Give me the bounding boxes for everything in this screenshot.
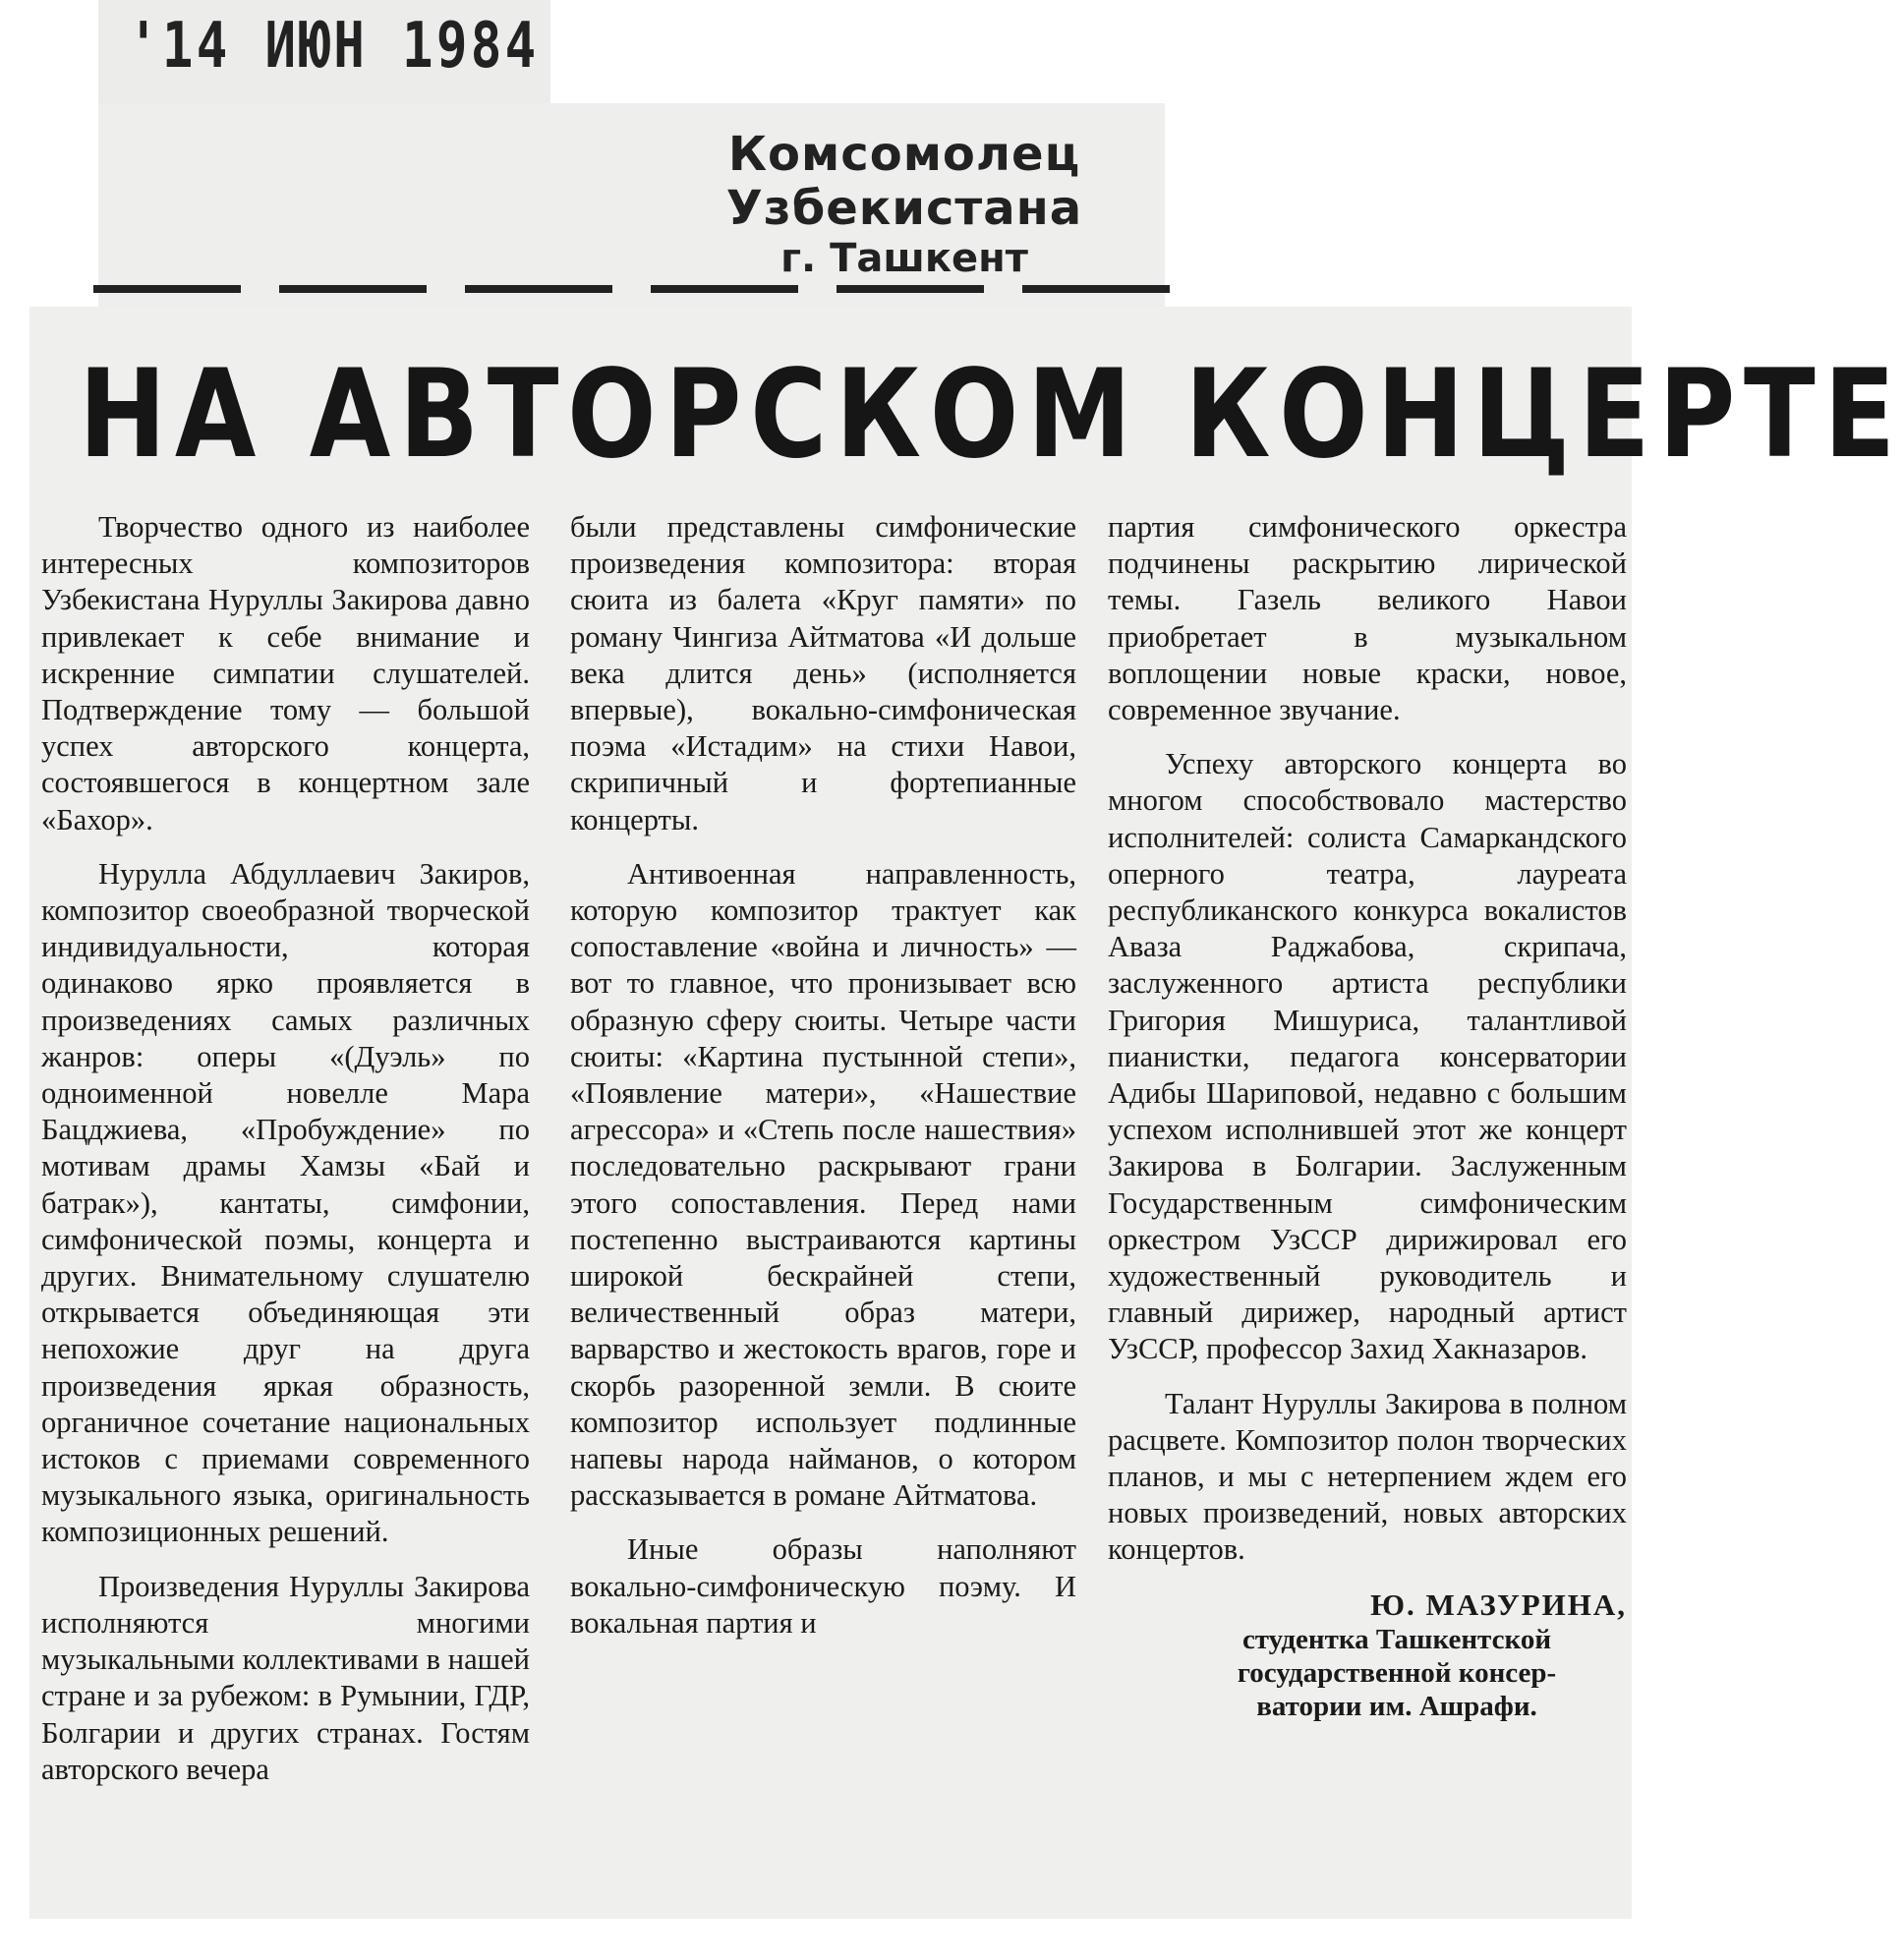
paragraph: Талант Нуруллы Закирова в полном расцвете. Композитор полон творческих планов, и мы с нетерпением ждем его новых произведений, новых авторских концертов. [1108,1386,1627,1567]
author-role-line: государственной консер- [1237,1656,1557,1689]
paragraph: были представлены симфонические произведения композитора: вторая сюита из балета «Круг памяти» по роману Чингиза Айтматова «И дольше века длится день» (исполняется впервые), вокально-симфоническая поэма «Истадим» на стихи Навои, скрипичный и фортепианные концерты. [570,510,1076,836]
article-column-1 [41,509,530,1806]
paragraph: Успеху авторского концерта во многом способствовало мастерство исполнителей: солиста Самаркандского оперного театра, лауреата республиканского конкурса вокалистов Аваза Раджабова, скрипача, заслуженного артиста республики Григория Мишуриса, талантливой пианистки, педагога консерватории Адибы Шариповой, недавно с большим успехом исполнившей этот же концерт Закирова в Болгарии. Заслуженным Государственным симфоническим оркестром УзССР дирижировал его художественный руководитель и главный дирижер, народный артист УзССР, профессор Захид Хакназаров. [1108,747,1627,1366]
article-headline: НА АВТОРСКОМ КОНЦЕРТЕ [79,344,1904,486]
article-column-3 [1108,509,1627,1723]
article-column-2 [570,509,1076,1659]
newspaper-city: г. Ташкент [780,236,1028,282]
rule-dash [1022,285,1170,293]
dashed-rule [93,285,1170,295]
author-role-line: ватории им. Ашрафи. [1256,1690,1537,1722]
rule-dash [837,285,984,293]
rule-dash [279,285,427,293]
paragraph: партия симфонического оркестра подчинены раскрытию лирической темы. Газель великого Навои приобретает в музыкальном воплощении новые краски, новое, современное звучание. [1108,510,1627,727]
paragraph: Нурулла Абдуллаевич Закиров, композитор своеобразной творческой индивидуальности, которая одинаково ярко проявляется в произведениях самых различных жанров: оперы «(Дуэль» по одноименной новелле Мара Бацджиева, «Пробуждение» по мотивам драмы Хамзы «Бай и батрак»), кантаты, симфонии, симфонической поэмы, концерта и других. Внимательному слушателю открывается объединяющая эти непохожие друг на друга произведения яркая образность, органичное сочетание национальных истоков с приемами современного музыкального языка, оригинальность композиционных решений. [41,856,530,1549]
paragraph: Творчество одного из наиболее интересных композиторов Узбекистана Нуруллы Закирова давно привлекает к себе внимание и искренние симпатии слушателей. Подтверждение тому — большой успех авторского концерта, состоявшегося в концертном зале «Бахор». [41,510,530,836]
newspaper-name: Комсомолец Узбекистана [725,127,1083,237]
paragraph: Иные образы наполняют вокально-симфоническую поэму. И вокальная партия и [570,1532,1076,1640]
rule-dash [651,285,798,293]
rule-dash [465,285,612,293]
rule-dash [93,285,241,293]
paragraph: Антивоенная направленность, которую композитор трактует как сопоставление «война и личность» — вот то главное, что пронизывает всю образную сферу сюиты. Четыре части сюиты: «Картина пустынной степи», «Появление матери», «Нашествие агрессора» и «Степь после нашествия» последовательно раскрывают грани этого сопоставления. Перед нами постепенно выстраиваются картины широкой бескрайней степи, величественный образ матери, варварство и жестокость врагов, горе и скорбь разоренной земли. В сюите композитор использует подлинные напевы народа найманов, о котором рассказывается в романе Айтматова. [570,856,1076,1513]
author-role-line: студентка Ташкентской [1241,1623,1552,1655]
paragraph: Произведения Нуруллы Закирова исполняются многими музыкальными коллективами в нашей стране и за рубежом: в Румынии, ГДР, Болгарии и других странах. Гостям авторского вечера [41,1569,530,1786]
author-name: Ю. МАЗУРИНА, [1370,1586,1627,1622]
author-signature [1108,1586,1627,1723]
newspaper-stamp [629,128,1180,281]
date-stamp: '14 ИЮН 1984 [128,10,540,83]
